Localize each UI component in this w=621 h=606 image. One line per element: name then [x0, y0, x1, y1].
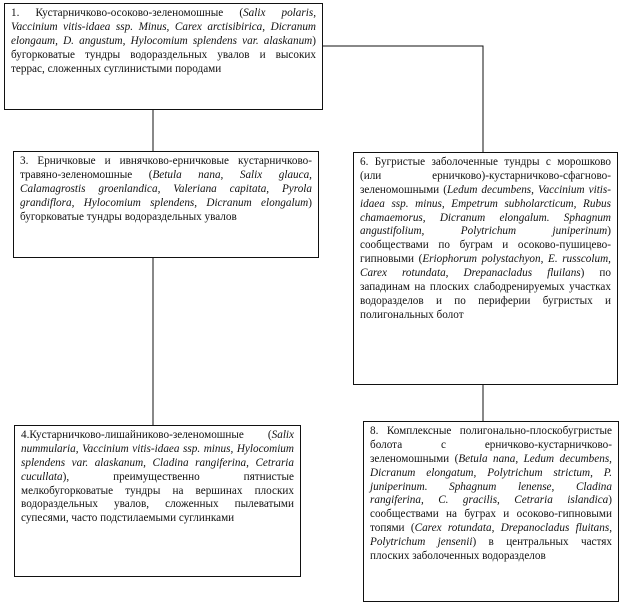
- species-list: Eriophorum polystachyon, E. russcolum, Carex rotundata, Drepanacladus fluilans: [360, 253, 611, 280]
- species-list: Salix nummularia, Vaccinium vitis-idaea ssp. minus, Hylocomium splendens var. alaskanum, Cladina rangiferina, Cetraria cucullata: [21, 429, 294, 483]
- description-text: 4.Кустарничково-лишайниково-зеленомошные (: [21, 429, 272, 441]
- node-text-8: [370, 425, 612, 564]
- description-text: 3. Ерничковые и ивнячково-ерничковые кустарничково-травяно-зеленомошные (: [20, 155, 312, 181]
- node-box-6: [353, 152, 618, 385]
- description-text: ), преимущественно пятнистые мелкобугорковатые тундры на вершинах плоских водораздельных увалов, сложенных пылеватыми супесями, часто подстилаемыми суглинками: [21, 470, 294, 525]
- species-list: Betula nana, Ledum decumbens, Dicranum elongatum, Polytrichum strictum, P. juniperinum. Sphagnum lenense, Cladina rangiferina, C. gracilis, Cetraria islandica: [370, 452, 612, 507]
- species-list: Betula nana, Salix glauca, Calamagrostis groenlandica, Valeriana capitata, Pyrola grandiflora, Hylocomium splendens, Dicranum elongalum: [20, 168, 312, 209]
- description-text: ) бугорковатые тундры водораздельных увалов и высоких террас, сложенных суглинистыми породами: [11, 34, 316, 75]
- description-text: 8. Комплексные полигонально-плоскобугристые болота с ерничково-кустарничково-зеленомошными (: [370, 425, 612, 465]
- description-text: ) сообществами по буграм и осоково-пушицево-гипновыми (: [360, 225, 611, 266]
- species-list: Salix polaris, Vaccinium vitis-idaea ssp. Minus, Carex arctisibirica, Dicranum elongaum, D. angustum, Hylocomium splendens var. alaskanum: [11, 7, 316, 47]
- description-text: 1. Кустарничково-осоково-зеленомошные (: [11, 7, 244, 19]
- connector-b1-b6: [323, 46, 483, 152]
- description-text: ) по западинам на плоских слабодренируемых участках водоразделов и по периферии бугристых и полигональных болот: [360, 267, 611, 321]
- node-box-1: [4, 3, 323, 110]
- description-text: ) сообществами на буграх и осоково-гипновыми топями (: [370, 494, 612, 535]
- species-list: Ledum decumbens, Vaccinium vitis-idaea ssp. minus, Empetrum subholarcticum, Rubus chamaemorus, Dicranum elongalum. Sphagnum angustifolium, Polytrichum juniperinum: [360, 183, 611, 238]
- node-text-1: [11, 7, 316, 76]
- species-list: Carex rotundata, Drepanocladus fluitans, Polytrichum jensenii: [370, 522, 612, 549]
- description-text: ) в центральных частях плоских заболоченных водоразделов: [370, 536, 612, 563]
- node-text-4: [21, 429, 294, 526]
- description-text: ) бугорковатые тундры водораздельных увалов: [20, 196, 312, 223]
- node-box-8: [363, 421, 619, 602]
- node-text-3: [20, 155, 312, 224]
- node-box-3: [13, 151, 319, 258]
- description-text: 6. Бугристые заболоченные тундры с морошково (или ерничково)-кустарничково-сфагново-зеленомошными (: [360, 156, 611, 196]
- node-text-6: [360, 156, 611, 323]
- node-box-4: [14, 425, 301, 577]
